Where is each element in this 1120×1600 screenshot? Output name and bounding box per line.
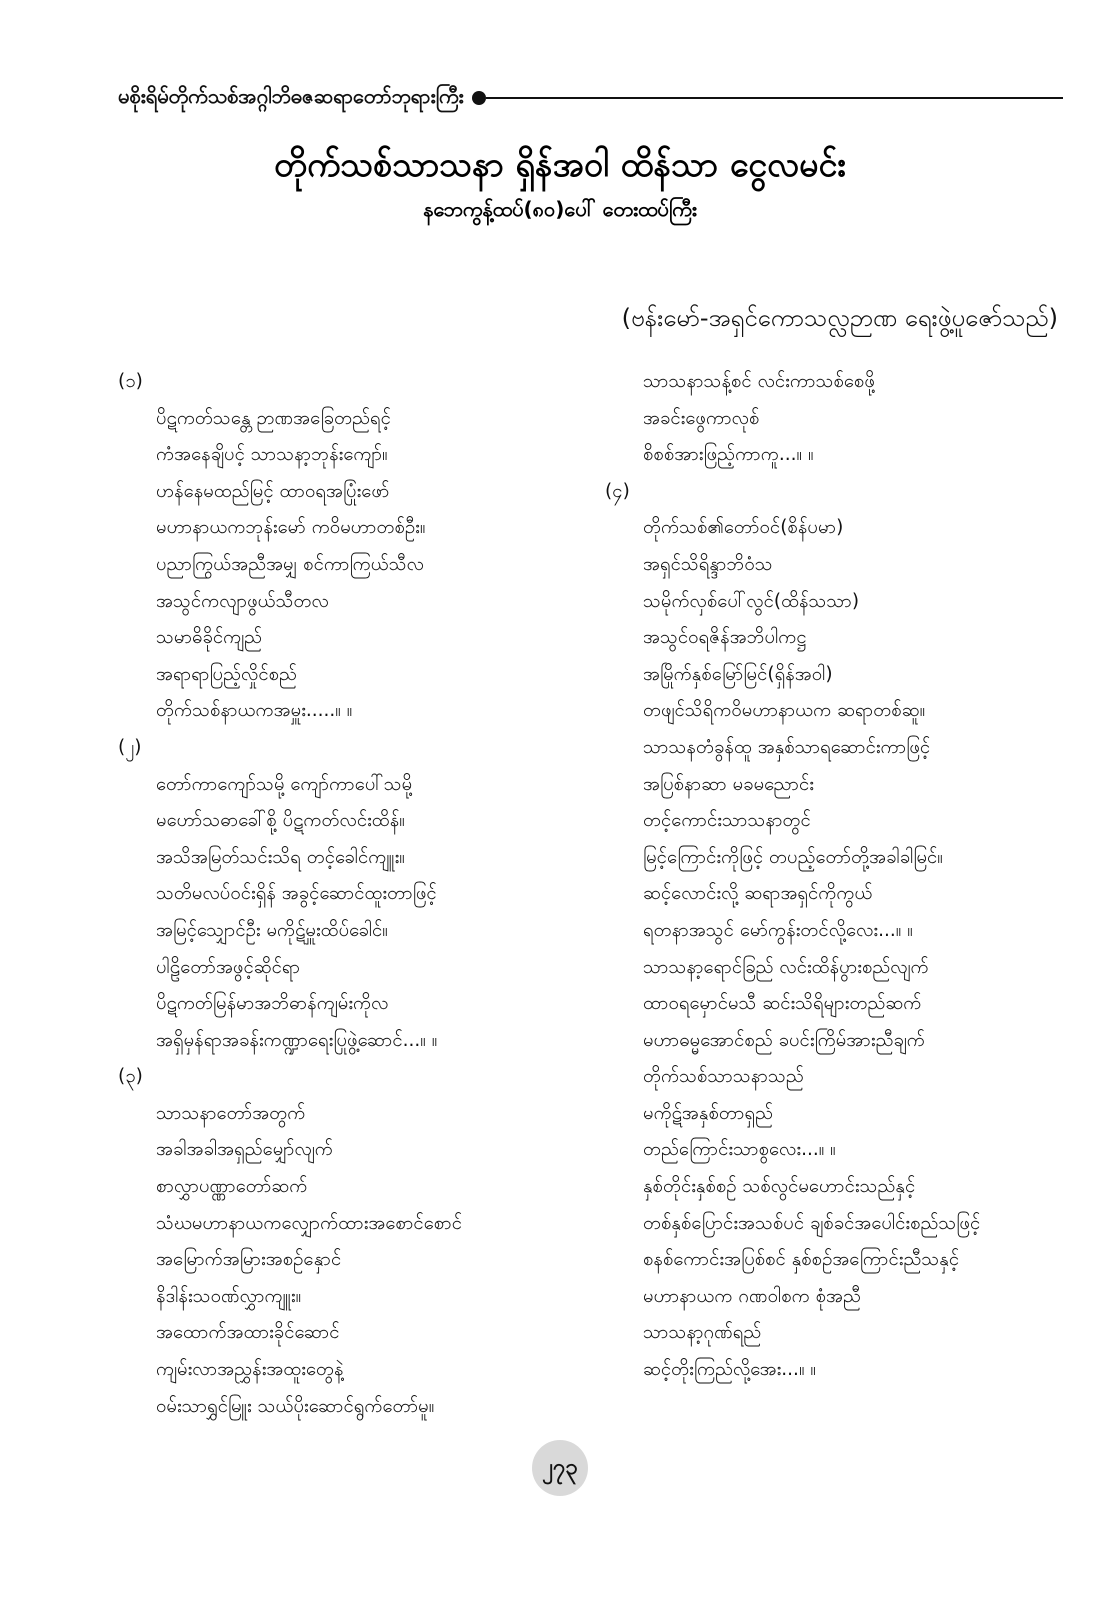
verse-line: စာလွှာပဏ္ဏာတော်ဆက် bbox=[156, 1176, 308, 1198]
verse-line: တိုက်သစ်နာယကအမှူး.....။ ။ bbox=[156, 700, 353, 722]
verse-line: အရှင်သိရိန္ဒာဘိဝံသ bbox=[643, 553, 773, 575]
verse-line: အမြိုက်နှစ်မြော်မြင်(ရှိန်အဝါ) bbox=[643, 663, 833, 685]
verse-line: သမာဓိခိုင်ကျည် bbox=[156, 627, 263, 649]
running-title: မစိုးရိမ်တိုက်သစ်အဂ္ဂါဘိဓဇဆရာတော်ဘုရားကြီး bbox=[118, 84, 464, 108]
verse-line: နိဒါန်းသဝဏ်လွှာကျူး။ bbox=[156, 1285, 302, 1307]
verse-line: အသွင်ဝရဇိန်အဘိပါကဋ္ဌ bbox=[643, 627, 807, 649]
verse-line: မဟာဓမ္မအောင်စည် ခပင်းကြိမ်အားညီချက် bbox=[643, 1029, 925, 1051]
verse-line: အပြစ်နာဆာ မခမညောင်း bbox=[643, 773, 814, 795]
verse-line: ပိဋကတ်မြန်မာအဘိဓာန်ကျမ်းကိုလ bbox=[156, 993, 389, 1015]
verse-line: သမိုက်လှစ်ပေါ်လွင်(ထိန်သသာ) bbox=[643, 590, 860, 612]
verse-line: အမြောက်အမြားအစဉ်နှောင် bbox=[156, 1249, 342, 1271]
verse-line: ထာဝရမှောင်မသီ ဆင်းသိရိများတည်ဆက် bbox=[643, 993, 922, 1015]
verse-line: သာသနာ့ဂုဏ်ရည် bbox=[643, 1322, 762, 1344]
verse-line: စိစစ်အားဖြည့်ကာကူ...။ ။ bbox=[643, 444, 814, 466]
stanza-number: (၄) bbox=[605, 480, 630, 502]
verse-line: အရာရာပြည့်လှိုင်စည် bbox=[156, 663, 297, 685]
verse-line: စနစ်ကောင်းအပြစ်စင် နှစ်စဉ်အကြောင်းညီသနှင့် bbox=[643, 1249, 960, 1271]
verse-line: ဟန်နေမထည်မြင့် ထာဝရအပြုံးဖော် bbox=[156, 480, 390, 502]
verse-line: အမြင့်သျှောင်ဦး မကိုဋ်မှူးထိပ်ခေါင်။ bbox=[156, 919, 388, 941]
verse-line: အသိအမြတ်သင်းသိရ တင့်ခေါင်ကျူး။ bbox=[156, 846, 405, 868]
verse-line: တော်ကာကျော်သမို့ ကျော်ကာပေါ်သမို့ bbox=[156, 773, 413, 795]
verse-line: ရတနာအသွင် မော်ကွန်းတင်လို့လေး...။ ။ bbox=[643, 919, 913, 941]
verse-line: တိုက်သစ်၏တော်ဝင်(စိန်ပမာ) bbox=[643, 517, 844, 539]
verse-line: အခါအခါအရှည်မျှော်လျက် bbox=[156, 1139, 333, 1161]
right-column bbox=[605, 364, 1075, 1389]
verse-line: အခင်းဖွေကာလုစ် bbox=[643, 407, 760, 429]
verse-line: အရှိမှန်ရာအခန်းကဏ္ဍာရေးပြုဖွဲ့ဆောင်...။ ။ bbox=[156, 1029, 438, 1051]
verse-line: မကိုဋ်အနှစ်တာရှည် bbox=[643, 1102, 774, 1124]
author-credit: (ဗန်းမော်-အရှင်ကောသလ္လဉာဏ ရေးဖွဲ့ပူဇော်သည်) bbox=[621, 304, 1058, 332]
verse-line: ပါဠိတော်အဖွင့်ဆိုင်ရာ bbox=[156, 956, 301, 978]
verse-line: ပညာကြွယ်အညီအမျှ စင်ကာကြယ်သီလ bbox=[156, 553, 424, 575]
verse-line: မဟာနာယက ဂဏဝါစက စုံအညီ bbox=[643, 1285, 861, 1307]
verse-line: သာသနာ့ရောင်ခြည် လင်းထိန်ပွားစည်လျက် bbox=[643, 956, 929, 978]
verse-line: အထောက်အထားခိုင်ဆောင် bbox=[156, 1322, 340, 1344]
left-column bbox=[118, 364, 588, 1425]
verse-line: အသွင်ကလျာဖွယ်သီတလ bbox=[156, 590, 329, 612]
verse-line: မဟော်သဓာခေါ်စို့ ပိဋကတ်လင်းထိန်။ bbox=[156, 810, 405, 832]
verse-line: တည်ကြောင်းသာစွလေး...။ ။ bbox=[643, 1139, 836, 1161]
header-rule bbox=[486, 97, 1063, 99]
verse-line: မဟာနာယကဘုန်းမော် ကဝိမဟာတစ်ဦး။ bbox=[156, 517, 426, 539]
verse-line: ကံအနေချိပင့် သာသနာ့ဘုန်းကျော်။ bbox=[156, 444, 388, 466]
page-number: ၂၇၃ bbox=[532, 1440, 588, 1496]
verse-line: တင့်ကောင်းသာသနာတွင် bbox=[643, 810, 811, 832]
stanza-number: (၂) bbox=[118, 736, 142, 758]
verse-line: ဆင့်တိုးကြည်လို့အေး...။ ။ bbox=[643, 1359, 817, 1381]
verse-line: သာသနတံခွန်ထူ အနှစ်သာရဆောင်းကာဖြင့် bbox=[643, 736, 931, 758]
running-header bbox=[118, 78, 1063, 118]
verse-line: နှစ်တိုင်းနှစ်စဉ် သစ်လွင်မဟောင်းသည်နှင့် bbox=[643, 1176, 916, 1198]
verse-line: တစ်နှစ်ပြောင်းအသစ်ပင် ချစ်ခင်အပေါင်းစည်သဖြင့် bbox=[643, 1212, 981, 1234]
verse-line: မြင့်ကြောင်းကိုဖြင့် တပည့်တော်တို့အခါခါမြင်။ bbox=[643, 846, 943, 868]
article-subtitle: နဘေကွန့်ထပ်(၈၀)ပေါ် တေးထပ်ကြီး bbox=[423, 197, 697, 221]
stanza-number: (၁) bbox=[118, 371, 143, 392]
article-title: တိုက်သစ်သာသနာ ရှိန်အဝါ ထိန်သာ ငွေလမင်း bbox=[274, 145, 846, 185]
verse-line: ကျမ်းလာအညွှန်းအထူးတွေနဲ့ bbox=[156, 1359, 344, 1381]
verse-line: ဝမ်းသာရွှင်မြူး သယ်ပိုးဆောင်ရွက်တော်မူ။ bbox=[156, 1395, 435, 1417]
verse-line: သာသနာတော်အတွက် bbox=[156, 1102, 306, 1124]
verse-line: ဆင့်လောင်းလို့ ဆရာအရှင်ကိုကွယ် bbox=[643, 883, 873, 905]
verse-line: တဖျင်သိရိကဝိမဟာနာယက ဆရာတစ်ဆူ။ bbox=[643, 700, 926, 722]
verse-line: သာသနာသန့်စင် လင်းကာသစ်စေဖို့ bbox=[643, 371, 875, 392]
stanza-number: (၃) bbox=[118, 1066, 143, 1088]
header-bullet-icon bbox=[472, 91, 486, 105]
verse-line: သံဃမဟာနာယကလျှောက်ထားအစောင်စောင် bbox=[156, 1212, 463, 1234]
verse-line: သတိမလပ်ဝင်းရှိန် အခွင့်ဆောင်ထူးတာဖြင့် bbox=[156, 883, 437, 905]
verse-line: ပိဋကတ်သန္တေ ဉာဏအခြေတည်ရင့် bbox=[156, 407, 391, 429]
verse-line: တိုက်သစ်သာသနာသည် bbox=[643, 1066, 804, 1088]
